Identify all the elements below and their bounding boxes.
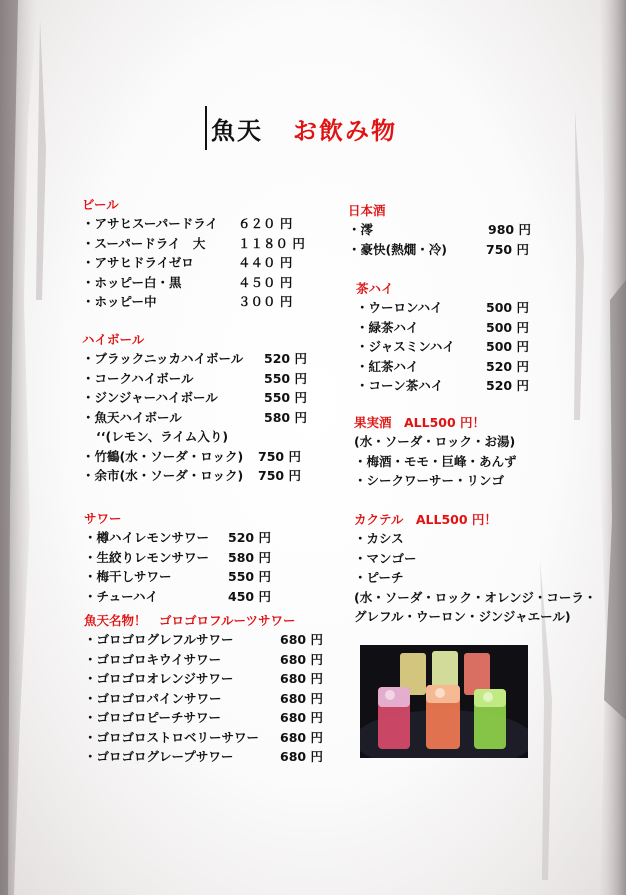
item-price: 680 円 [280, 651, 323, 667]
menu-item [356, 298, 536, 318]
item-name: ・ゴロゴログレープサワー [84, 749, 234, 764]
section-title: 日本酒 [348, 203, 386, 218]
item-price: 550 円 [228, 569, 271, 584]
item-price: １１８０ 円 [238, 235, 305, 251]
title-divider [205, 106, 207, 150]
section-sour [84, 510, 284, 606]
item-price: 580 円 [228, 549, 271, 565]
section-title: 茶ハイ [356, 281, 394, 296]
menu-heading: お飲み物 [293, 116, 397, 145]
section-title: ハイボール [82, 332, 145, 347]
item-name: ・余市(水・ソーダ・ロック) [82, 468, 244, 483]
item-price: 750 円 [486, 241, 529, 257]
menu-item [82, 214, 292, 234]
section-tea-hi [356, 280, 536, 396]
menu-item [84, 689, 324, 709]
item-price: ３００ 円 [238, 294, 293, 309]
item-price: 680 円 [280, 749, 323, 764]
menu-item [84, 587, 284, 607]
item-price: 500 円 [486, 300, 529, 315]
item-price: 750 円 [258, 448, 301, 464]
item-price: 680 円 [280, 632, 323, 647]
item-name: ・紅茶ハイ [356, 358, 419, 374]
menu-item [82, 292, 292, 312]
item-name: ・魚天ハイボール [82, 409, 182, 425]
menu-item [84, 708, 324, 728]
item-price: 550 円 [264, 370, 307, 386]
item-name: ・ホッピー白・黒 [82, 274, 182, 290]
item-name: ・ゴロゴロキウイサワー [84, 651, 222, 667]
item-name: ・アサヒスーパードライ [82, 216, 218, 231]
item-price: 680 円 [280, 710, 323, 725]
menu-item [82, 234, 305, 254]
item-name: ・豪快(熱燗・冷) [348, 241, 447, 257]
item-name: ・スーパードライ 大 [82, 235, 206, 251]
item-price: 520 円 [486, 358, 529, 374]
menu-item: ・ピーチ [354, 570, 404, 585]
menu-item [84, 728, 324, 748]
item-name: ・アサヒドライゼロ [82, 255, 194, 270]
menu-title [205, 106, 397, 150]
menu-item [356, 318, 536, 338]
item-price: ６２０ 円 [238, 216, 293, 231]
item-name: ・ジャスミンハイ [356, 339, 455, 354]
item-name: ・ゴロゴログレフルサワー [84, 632, 234, 647]
section-fruit-sour [84, 612, 324, 767]
section-highball [82, 331, 312, 486]
item-price: 500 円 [486, 319, 529, 335]
menu-item: ・梅酒・モモ・巨峰・あんず [354, 453, 517, 469]
item-name: ・ジンジャーハイボール [82, 390, 218, 405]
section-cocktail [354, 511, 597, 627]
item-price: 500 円 [486, 339, 529, 354]
section-sake [348, 202, 531, 259]
item-name: ・梅干しサワー [84, 569, 172, 584]
menu-item [82, 447, 312, 467]
item-name: ・竹鶴(水・ソーダ・ロック) [82, 448, 244, 464]
menu-item [84, 548, 284, 568]
section-title: 魚天名物！ ゴロゴロフルーツサワー [84, 613, 296, 628]
item-price: 580 円 [264, 409, 307, 425]
item-name: ・コーン茶ハイ [356, 378, 444, 393]
item-name: ・ゴロゴロピーチサワー [84, 710, 222, 725]
menu-item [84, 630, 324, 650]
item-price: 680 円 [280, 729, 323, 745]
item-price: 550 円 [264, 390, 307, 405]
cocktail-glasses-photo [360, 645, 528, 758]
item-name: ・緑茶ハイ [356, 319, 419, 335]
item-price: 450 円 [228, 588, 271, 604]
menu-item [348, 240, 528, 260]
menu-item [82, 369, 312, 389]
menu-item [82, 253, 292, 273]
section-title: サワー [84, 511, 122, 526]
item-name: ・コークハイボール [82, 370, 194, 386]
section-title: カクテル ALL500 円！ [354, 512, 497, 527]
item-price: 520 円 [264, 351, 307, 366]
item-name: ・ゴロゴロストロベリーサワー [84, 729, 260, 745]
item-name: ・澪 [348, 222, 374, 237]
cocktail-mixer-note: グレフル・ウーロン・ジンジャエール) [354, 609, 571, 624]
section-fruit-wine [354, 414, 554, 491]
menu-item: ・カシス [354, 531, 404, 546]
menu-item [82, 408, 312, 428]
menu-item: ・シークワーサー・リンゴ [354, 473, 505, 488]
menu-item [82, 388, 312, 408]
wine-serving-note: (水・ソーダ・ロック・お湯) [354, 434, 516, 449]
menu-item [348, 220, 531, 240]
item-price: 520 円 [486, 378, 529, 393]
item-price: 520 円 [228, 530, 271, 545]
item-name: ・ホッピー中 [82, 294, 157, 309]
menu-item [356, 357, 536, 377]
item-name: ・ウーロンハイ [356, 300, 443, 315]
section-title: 果実酒 ALL500 円！ [354, 415, 486, 430]
restaurant-name: 魚天 [211, 116, 263, 145]
menu-item [82, 466, 312, 486]
menu-item [84, 528, 284, 548]
item-name: ・樽ハイレモンサワー [84, 530, 210, 545]
item-name: ・チューハイ [84, 588, 159, 604]
drinks-illustration [360, 645, 528, 758]
cocktail-mixer-note: (水・ソーダ・ロック・オレンジ・コーラ・ [354, 589, 597, 605]
item-price: ４４０ 円 [238, 255, 293, 270]
item-price: 680 円 [280, 690, 323, 706]
menu-item [356, 376, 536, 396]
item-name: ・ブラックニッカハイボール [82, 351, 244, 366]
menu-item: ・マンゴー [354, 550, 417, 566]
item-name: ・生絞りレモンサワー [84, 549, 210, 565]
item-name: ・ゴロゴロオレンジサワー [84, 671, 234, 686]
item-price: 980 円 [488, 222, 531, 237]
menu-item [84, 567, 284, 587]
menu-item [84, 650, 324, 670]
item-price: 750 円 [258, 468, 301, 483]
item-note: ‘‘(レモン、ライム入り) [96, 429, 229, 444]
item-name: ・ゴロゴロパインサワー [84, 690, 222, 706]
item-price: ４５０ 円 [238, 274, 293, 290]
menu-item [356, 337, 536, 357]
item-price: 680 円 [280, 671, 323, 686]
menu-item [82, 273, 292, 293]
section-beer [82, 196, 305, 312]
menu-item [82, 349, 312, 369]
menu-item [84, 669, 324, 689]
menu-item [84, 747, 324, 767]
section-title: ビール [82, 197, 119, 212]
